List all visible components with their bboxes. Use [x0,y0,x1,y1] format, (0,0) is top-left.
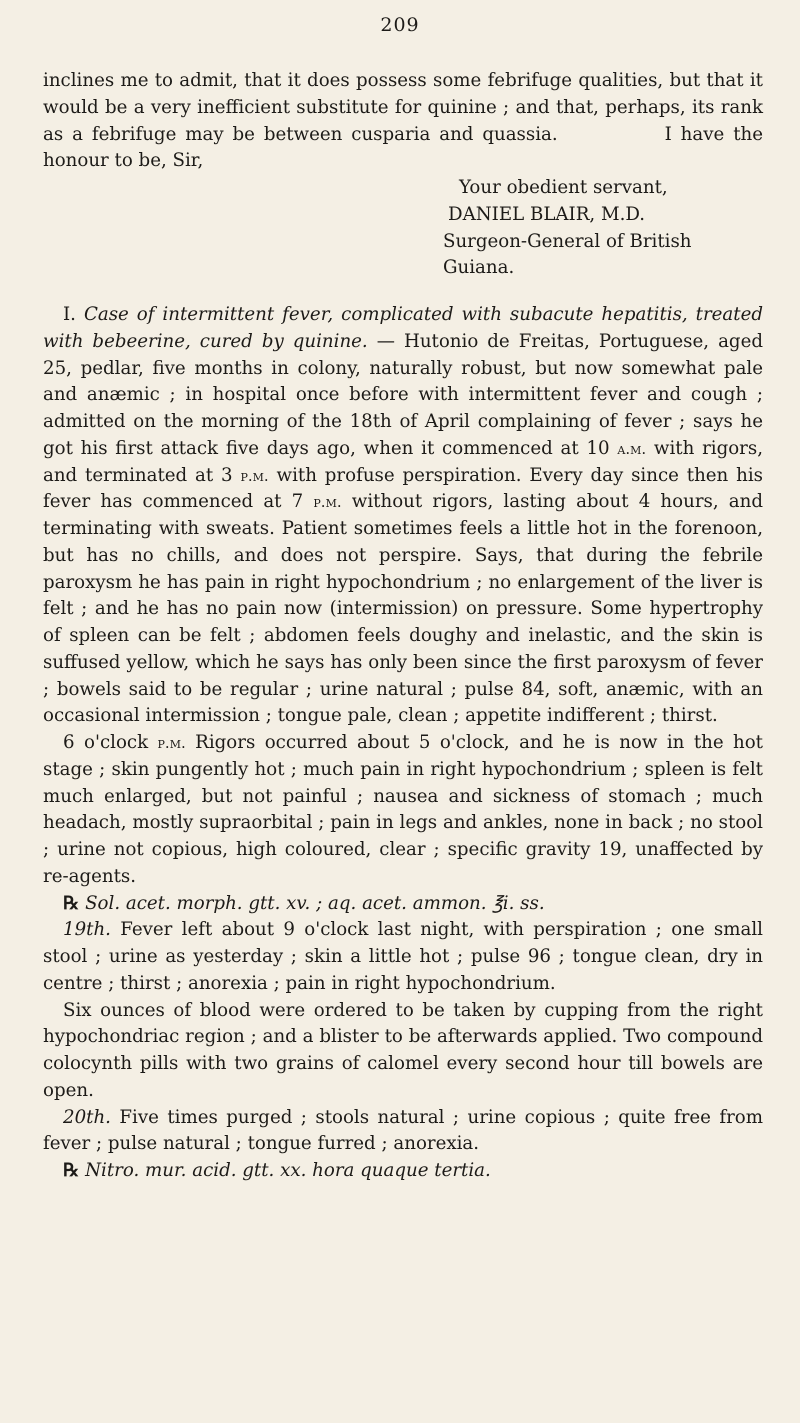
case-text-c: with profuse perspiration. Every day since then his fever has commenced at 7 [43,464,763,513]
entry-date-19: 19th. [63,919,111,941]
entry-date-20: 20th. [63,1106,111,1128]
time-pm-1: p.m. [240,466,269,485]
case-paragraph-1 [43,302,763,730]
rx-icon: ℞ [63,1160,80,1181]
prescription-1-text: Sol. acet. morph. gtt. xv. ; aq. acet. ammon. ℥i. ss. [79,892,545,914]
entry-text-5: Five times purged ; stools natural ; urine copious ; quite free from fever ; pulse natural ; tongue furred ; anorexia. [43,1106,763,1155]
signature-name: DANIEL BLAIR, M.D. [448,203,646,225]
page-number: 209 [380,14,420,36]
case-paragraph-4 [43,998,763,1105]
case-paragraph-3 [43,917,763,997]
intro-closing: I have the honour to be, Sir, [43,123,763,172]
case-dash: — [367,330,404,352]
signature-title: Surgeon-General of British Guiana. [443,230,692,279]
case-text-a: Hutonio de Freitas, Portuguese, aged 25, pedlar, five months in colony, naturally robust, but now somewhat pale and anæmic ; in hospital once before with intermittent fever and cough ; admitted on the morning of the 18th of April complaining of fever ; says he got his first attack five days ago, when it commenced at 10 [43,330,763,459]
signature-block [43,175,763,282]
case-title: Case of intermittent fever, complicated with subacute hepatitis, treated with bebeerine, cured by quinine. [43,304,763,352]
intro-text: inclines me to admit, that it does possess some febrifuge qualities, but that it would be a very inefficient substitute for quinine ; and that, perhaps, its rank as a febrifuge may be between cusparia and quassia. [43,70,763,145]
page-body [43,68,763,1185]
case-number: I. [63,304,76,325]
case-paragraph-5 [43,1105,763,1159]
prescription-2 [43,1158,763,1185]
case-paragraph-2 [43,730,763,891]
rx-icon: ℞ [63,892,80,914]
time-pm-3: p.m. [157,734,186,752]
prescription-1 [43,891,763,918]
time-pm-2: p.m. [313,493,342,512]
intro-closing-spacer [558,124,665,145]
entry-text-4: Six ounces of blood were ordered to be taken by cupping from the right hypochondriac region ; and a blister to be afterwards applied. Two compound colocynth pills with two grains of calomel every second hour till bowels are open. [43,999,763,1101]
intro-paragraph [43,68,763,175]
case-text-d: without rigors, lasting about 4 hours, and terminating with sweats. Patient sometimes feels a little hot in the forenoon, but has no chills, and does not perspire. Says, that during the febrile paroxysm he has pain in right hypochondrium ; no enlargement of the liver is felt ; and he has no pain now (intermission) on pressure. Some hypertrophy of spleen can be felt ; abdomen feels doughy and inelastic, and the skin is suffused yellow, which he says has only been since the first paroxysm of fever ; bowels said to be regular ; urine natural ; pulse 84, soft, anæmic, with an occasional intermission ; tongue pale, clean ; appetite indifferent ; thirst. [43,491,763,727]
signature-salutation: Your obedient servant, [459,177,668,198]
entry-text-2: Rigors occurred about 5 o'clock, and he is now in the hot stage ; skin pungently hot ; much pain in right hypochondrium ; spleen is felt much enlarged, but not painful ; nausea and sickness of stomach ; much headach, mostly supraorbital ; pain in legs and ankles, none in back ; no stool ; urine not copious, high coloured, clear ; specific gravity 19, unaffected by re-agents. [43,732,763,887]
prescription-2-text: Nitro. mur. acid. gtt. xx. hora quaque tertia. [79,1160,491,1181]
time-am: a.m. [617,439,647,458]
entry-time: 6 o'clock [63,732,158,753]
case-text-b: with rigors, and terminated at 3 [43,437,763,486]
entry-text-3: Fever left about 9 o'clock last night, with perspiration ; one small stool ; urine as yesterday ; skin a little hot ; pulse 96 ; tongue clean, dry in centre ; thirst ; anorexia ; pain in right hypochondrium. [43,919,763,994]
